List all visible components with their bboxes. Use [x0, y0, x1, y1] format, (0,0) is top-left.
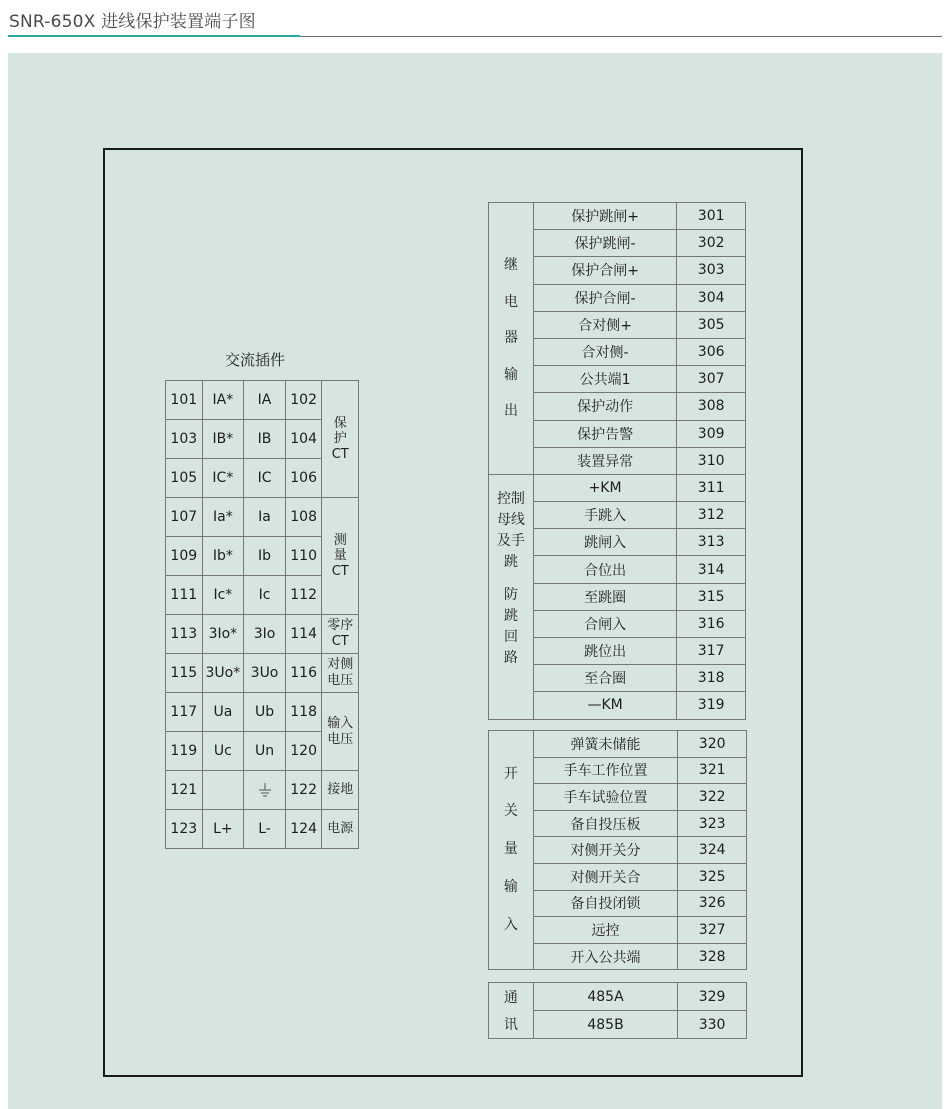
terminal-number: 310 [677, 447, 746, 474]
terminal-function: 保护告警 [533, 420, 676, 447]
terminal-signal: Ic* [202, 576, 244, 615]
group-label-relay-output [489, 203, 534, 475]
terminal-function: 合对侧+ [533, 311, 676, 338]
group-label-char: 护 [333, 431, 347, 447]
terminal-signal: IB [244, 420, 286, 459]
terminal-signal: Ua [202, 693, 244, 732]
terminal-signal: IA* [202, 381, 244, 420]
terminal-number: 329 [678, 983, 747, 1011]
terminal-number: 118 [285, 693, 322, 732]
terminal-number: 326 [678, 890, 747, 917]
terminal-number: 324 [678, 837, 747, 864]
terminal-function: 保护合闸- [533, 284, 676, 311]
terminal-number: 303 [677, 257, 746, 284]
terminal-function: 至合圈 [533, 665, 676, 692]
group-label-char: 保 [333, 415, 347, 431]
terminal-number: 109 [166, 537, 203, 576]
group-label-char: 出 [503, 403, 518, 420]
terminal-number: 302 [677, 230, 746, 257]
terminal-number: 321 [678, 757, 747, 784]
group-label-char: 继 [503, 257, 518, 274]
terminal-function: 跳位出 [533, 638, 676, 665]
terminal-function: —KM [533, 692, 676, 719]
terminal-number: 120 [285, 732, 322, 771]
terminal-number: 105 [166, 459, 203, 498]
terminal-signal: Ib [244, 537, 286, 576]
relay-control-terminal-table [488, 202, 746, 720]
terminal-function: 合位出 [533, 556, 676, 583]
group-label-char: 电压 [327, 731, 354, 747]
terminal-number: 121 [166, 771, 203, 810]
terminal-row [489, 983, 747, 1011]
ac-terminal-row [166, 654, 359, 693]
terminal-number: 309 [677, 420, 746, 447]
ac-terminal-row [166, 810, 359, 849]
group-label-input-voltage [322, 693, 359, 771]
terminal-signal: Ub [244, 693, 286, 732]
terminal-number: 315 [677, 583, 746, 610]
terminal-signal-ground [244, 771, 286, 810]
terminal-row [489, 731, 747, 758]
terminal-number: 307 [677, 366, 746, 393]
terminal-signal-empty [202, 771, 244, 810]
group-label-char: 输入 [327, 715, 354, 731]
terminal-number: 122 [285, 771, 322, 810]
group-label-char: CT [331, 634, 349, 649]
terminal-number: 312 [677, 502, 746, 529]
group-label-char: 通 [489, 983, 534, 1011]
terminal-signal: IC* [202, 459, 244, 498]
terminal-signal: L+ [202, 810, 244, 849]
terminal-function: 备自投压板 [533, 810, 678, 837]
group-label-measure-ct [322, 498, 359, 615]
terminal-signal: Un [244, 732, 286, 771]
terminal-number: 123 [166, 810, 203, 849]
group-label-char: 讯 [489, 1011, 534, 1039]
terminal-row [489, 203, 746, 230]
terminal-number: 308 [677, 393, 746, 420]
group-label-char: 路 [503, 649, 518, 666]
terminal-signal: Ia* [202, 498, 244, 537]
terminal-number: 311 [677, 474, 746, 501]
group-label-char: CT [331, 563, 349, 579]
terminal-number: 318 [677, 665, 746, 692]
group-label-char: 开 [503, 765, 518, 782]
terminal-signal: 3Io* [202, 615, 244, 654]
group-label-char: 量 [333, 548, 347, 564]
terminal-number: 101 [166, 381, 203, 420]
terminal-function: +KM [533, 474, 676, 501]
terminal-number: 325 [678, 863, 747, 890]
terminal-number: 116 [285, 654, 322, 693]
group-label-char: 电压 [327, 673, 354, 688]
terminal-number: 104 [285, 420, 322, 459]
terminal-number: 113 [166, 615, 203, 654]
terminal-number: 107 [166, 498, 203, 537]
terminal-number: 328 [678, 943, 747, 970]
terminal-row [489, 474, 746, 501]
terminal-number: 305 [677, 311, 746, 338]
terminal-signal: Ia [244, 498, 286, 537]
terminal-number: 110 [285, 537, 322, 576]
group-label-char: CT [331, 446, 349, 462]
group-label-control-bus [489, 474, 534, 719]
group-label-char: 输 [503, 366, 518, 383]
terminal-signal: Ic [244, 576, 286, 615]
ac-plugin-title: 交流插件 [225, 351, 286, 369]
group-label-char: 防 [503, 586, 518, 603]
terminal-function: 合闸入 [533, 610, 676, 637]
terminal-signal: Uc [202, 732, 244, 771]
terminal-function: 对侧开关分 [533, 837, 678, 864]
terminal-function: 开入公共端 [533, 943, 678, 970]
ac-terminal-row [166, 693, 359, 732]
terminal-function: 备自投闭锁 [533, 890, 678, 917]
terminal-number: 314 [677, 556, 746, 583]
group-label-char: 回 [503, 628, 518, 645]
title-divider-rule [300, 36, 942, 37]
terminal-number: 316 [677, 610, 746, 637]
terminal-signal: 3Uo [244, 654, 286, 693]
terminal-number: 124 [285, 810, 322, 849]
terminal-number: 317 [677, 638, 746, 665]
ac-terminal-row [166, 498, 359, 537]
terminal-function: 跳闸入 [533, 529, 676, 556]
terminal-signal: 3Uo* [202, 654, 244, 693]
terminal-function: 公共端1 [533, 366, 676, 393]
terminal-number: 112 [285, 576, 322, 615]
terminal-number: 115 [166, 654, 203, 693]
terminal-number: 313 [677, 529, 746, 556]
ac-terminal-row [166, 381, 359, 420]
terminal-function: 合对侧- [533, 338, 676, 365]
group-label-char: 对侧 [327, 657, 354, 673]
ground-icon [258, 782, 272, 798]
terminal-function: 手车试验位置 [533, 784, 678, 811]
group-label-char: 母线 [496, 511, 525, 528]
terminal-number: 119 [166, 732, 203, 771]
terminal-function: 手跳入 [533, 502, 676, 529]
comm-terminal-table [488, 982, 747, 1039]
terminal-function: 远控 [533, 917, 678, 944]
terminal-number: 304 [677, 284, 746, 311]
group-label-char: 及手 [496, 532, 525, 549]
group-label-char: 关 [503, 803, 518, 820]
group-label-char: 电 [503, 293, 518, 310]
group-label-spacer [489, 573, 533, 585]
group-label-zero-seq-ct [322, 615, 359, 654]
terminal-signal: IB* [202, 420, 244, 459]
terminal-function: 485A [533, 983, 677, 1011]
terminal-signal: L- [244, 810, 286, 849]
group-label-char: 跳 [503, 607, 518, 624]
terminal-signal: 3Io [244, 615, 286, 654]
terminal-number: 103 [166, 420, 203, 459]
terminal-number: 323 [678, 810, 747, 837]
terminal-number: 114 [285, 615, 322, 654]
ac-terminal-row [166, 771, 359, 810]
terminal-number: 301 [677, 203, 746, 230]
terminal-number: 330 [678, 1011, 747, 1039]
terminal-signal: Ib* [202, 537, 244, 576]
terminal-function: 手车工作位置 [533, 757, 678, 784]
terminal-function: 至跳圈 [533, 583, 676, 610]
group-label-char: 测 [333, 532, 347, 548]
terminal-number: 320 [678, 731, 747, 758]
terminal-function: 保护跳闸+ [533, 203, 676, 230]
terminal-number: 117 [166, 693, 203, 732]
switch-input-terminal-table [488, 730, 747, 970]
page-title: SNR-650X 进线保护装置端子图 [9, 12, 256, 32]
group-label-char: 控制 [496, 490, 525, 507]
terminal-number: 108 [285, 498, 322, 537]
group-label-char: 跳 [503, 553, 518, 570]
terminal-number: 319 [677, 692, 746, 719]
terminal-number: 102 [285, 381, 322, 420]
group-label-char: 入 [503, 916, 518, 933]
title-accent-rule [8, 35, 300, 37]
group-label-ground: 接地 [322, 771, 359, 810]
ac-plugin-terminal-table [165, 380, 359, 849]
group-label-opposite-voltage [322, 654, 359, 693]
terminal-number: 327 [678, 917, 747, 944]
terminal-signal: IA [244, 381, 286, 420]
terminal-function: 保护跳闸- [533, 230, 676, 257]
terminal-row [489, 1011, 747, 1039]
terminal-function: 对侧开关合 [533, 863, 678, 890]
terminal-function: 装置异常 [533, 447, 676, 474]
group-label-power: 电源 [322, 810, 359, 849]
terminal-number: 111 [166, 576, 203, 615]
terminal-function: 保护动作 [533, 393, 676, 420]
terminal-number: 322 [678, 784, 747, 811]
group-label-protect-ct [322, 381, 359, 498]
group-label-char: 零序 [327, 618, 354, 634]
ac-terminal-row [166, 615, 359, 654]
terminal-function: 485B [533, 1011, 677, 1039]
group-label-char: 器 [503, 330, 518, 347]
terminal-number: 306 [677, 338, 746, 365]
terminal-function: 保护合闸+ [533, 257, 676, 284]
group-label-switch-input [489, 731, 534, 970]
terminal-signal: IC [244, 459, 286, 498]
terminal-function: 弹簧未储能 [533, 731, 678, 758]
group-label-char: 输 [503, 879, 518, 896]
group-label-char: 量 [503, 841, 518, 858]
terminal-number: 106 [285, 459, 322, 498]
